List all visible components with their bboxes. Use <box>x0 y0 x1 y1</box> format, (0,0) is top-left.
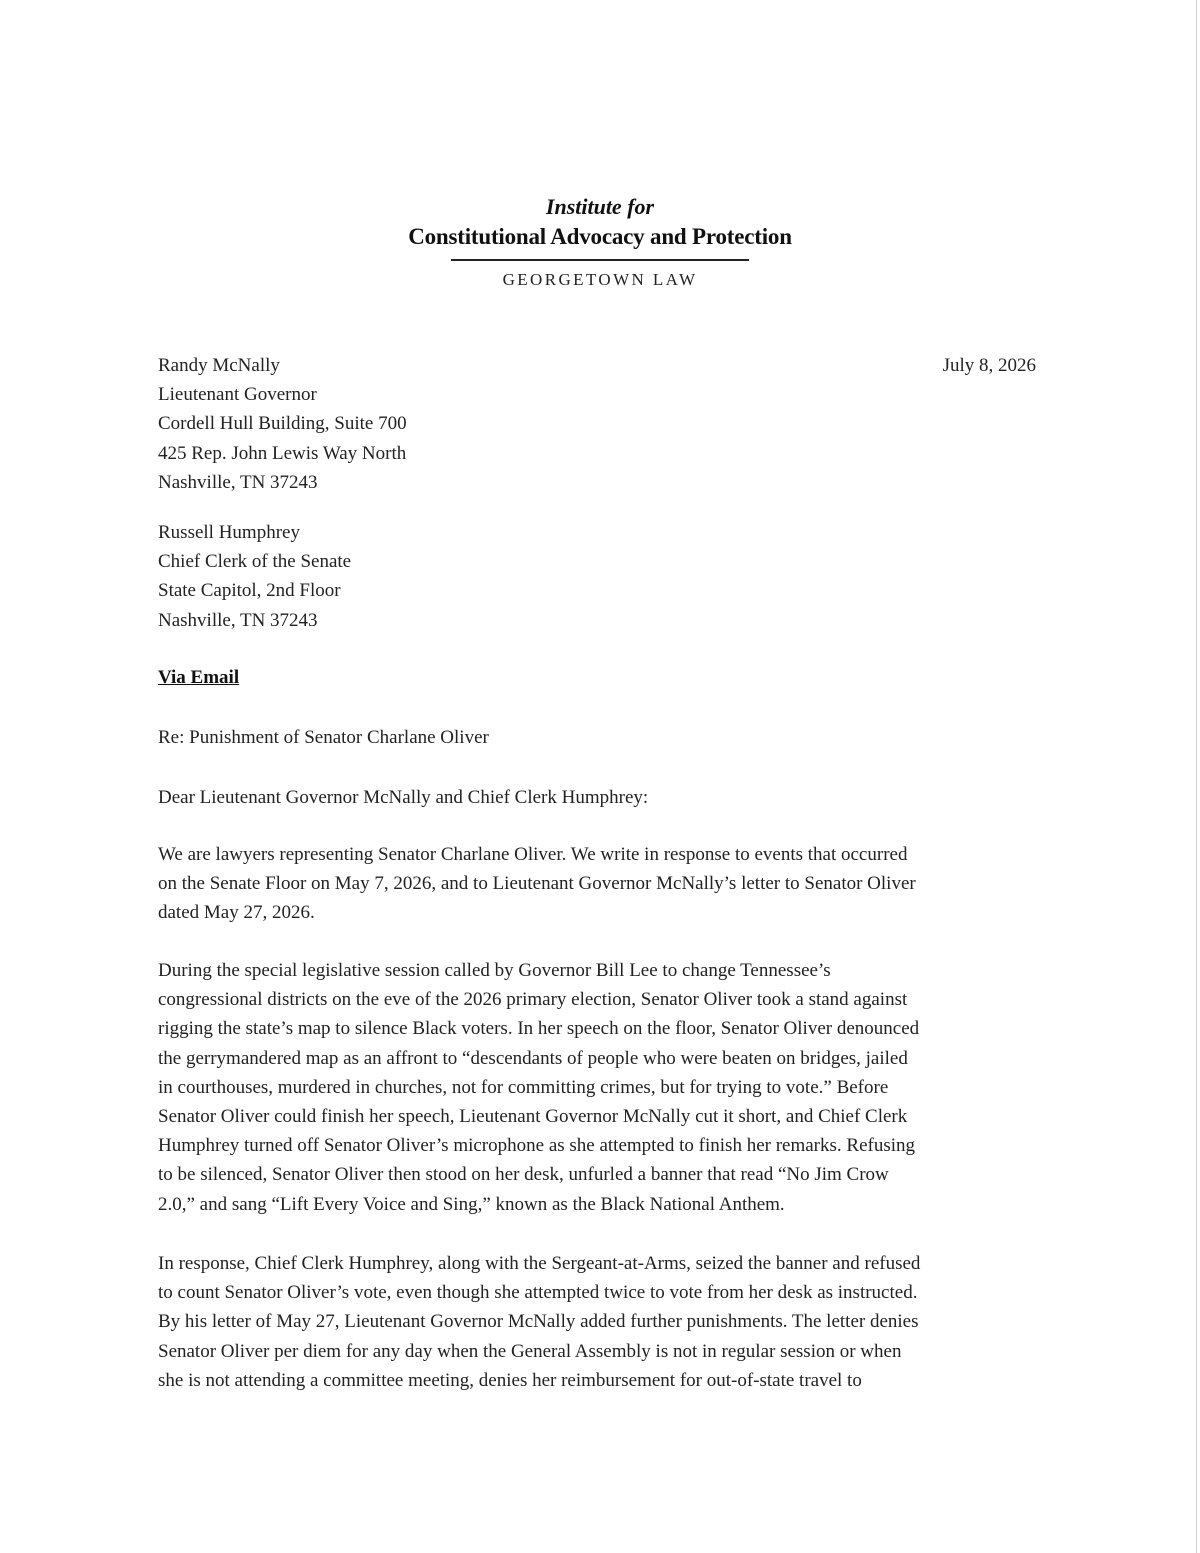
text-line: rigging the state’s map to silence Black voters. In her speech on the floor, Senator Oliver denounced <box>158 1018 920 1040</box>
body-paragraph-1 <box>158 840 1048 928</box>
address-line: Nashville, TN 37243 <box>158 609 318 631</box>
salutation: Dear Lieutenant Governor McNally and Chief Clerk Humphrey: <box>158 787 649 808</box>
subject-line: Re: Punishment of Senator Charlane Oliver <box>158 727 489 748</box>
text-line: to be silenced, Senator Oliver then stood on her desk, unfurled a banner that read “No Jim Crow <box>158 1164 889 1186</box>
text-line: dated May 27, 2026. <box>158 902 315 924</box>
letterhead <box>0 192 1200 291</box>
letterhead-school: GEORGETOWN LAW <box>502 270 698 289</box>
text-line: the gerrymandered map as an affront to “descendants of people who were beaten on bridges, jailed <box>158 1047 908 1069</box>
body-paragraph-2 <box>158 956 1048 1219</box>
text-line: 2.0,” and sang “Lift Every Voice and Sing,” known as the Black National Anthem. <box>158 1193 785 1215</box>
address-line: Russell Humphrey <box>158 522 300 543</box>
body-paragraph-3 <box>158 1249 1048 1395</box>
recipient-address-1 <box>158 351 407 497</box>
letterhead-institute: Institute for <box>545 194 655 219</box>
address-line: Nashville, TN 37243 <box>158 471 318 493</box>
text-line: Senator Oliver per diem for any day when the General Assembly is not in regular session or when <box>158 1340 902 1362</box>
delivery-method: Via Email <box>158 667 240 688</box>
letterhead-name: Constitutional Advocacy and Protection <box>408 224 792 249</box>
text-line: on the Senate Floor on May 7, 2026, and to Lieutenant Governor McNally’s letter to Senator Oliver <box>158 873 916 895</box>
text-line: We are lawyers representing Senator Charlane Oliver. We write in response to events that occurred <box>158 844 908 865</box>
text-line: to count Senator Oliver’s vote, even though she attempted twice to vote from her desk as instructed. <box>158 1282 918 1304</box>
text-line: in courthouses, murdered in churches, not for committing crimes, but for trying to vote.” Before <box>158 1076 889 1098</box>
letterhead-rule <box>451 259 749 261</box>
letter-date: July 8, 2026 <box>942 355 1036 376</box>
text-line: By his letter of May 27, Lieutenant Governor McNally added further punishments. The letter denies <box>158 1311 919 1333</box>
text-line: In response, Chief Clerk Humphrey, along with the Sergeant-at-Arms, seized the banner and refused <box>158 1253 921 1274</box>
address-line: 425 Rep. John Lewis Way North <box>158 442 407 464</box>
text-line: Humphrey turned off Senator Oliver’s microphone as she attempted to finish her remarks. Refusing <box>158 1135 916 1157</box>
address-line: Cordell Hull Building, Suite 700 <box>158 413 407 435</box>
text-line: Senator Oliver could finish her speech, Lieutenant Governor McNally cut it short, and Chief Clerk <box>158 1106 908 1128</box>
text-line: During the special legislative session called by Governor Bill Lee to change Tennessee’s <box>158 960 831 981</box>
text-line: congressional districts on the eve of the 2026 primary election, Senator Oliver took a stand against <box>158 989 908 1011</box>
address-line: Randy McNally <box>158 355 280 376</box>
address-line: Lieutenant Governor <box>158 384 317 406</box>
address-line: Chief Clerk of the Senate <box>158 551 352 573</box>
recipient-address-2 <box>158 518 351 635</box>
address-line: State Capitol, 2nd Floor <box>158 580 341 602</box>
text-line: she is not attending a committee meeting, denies her reimbursement for out-of-state travel to <box>158 1369 862 1391</box>
